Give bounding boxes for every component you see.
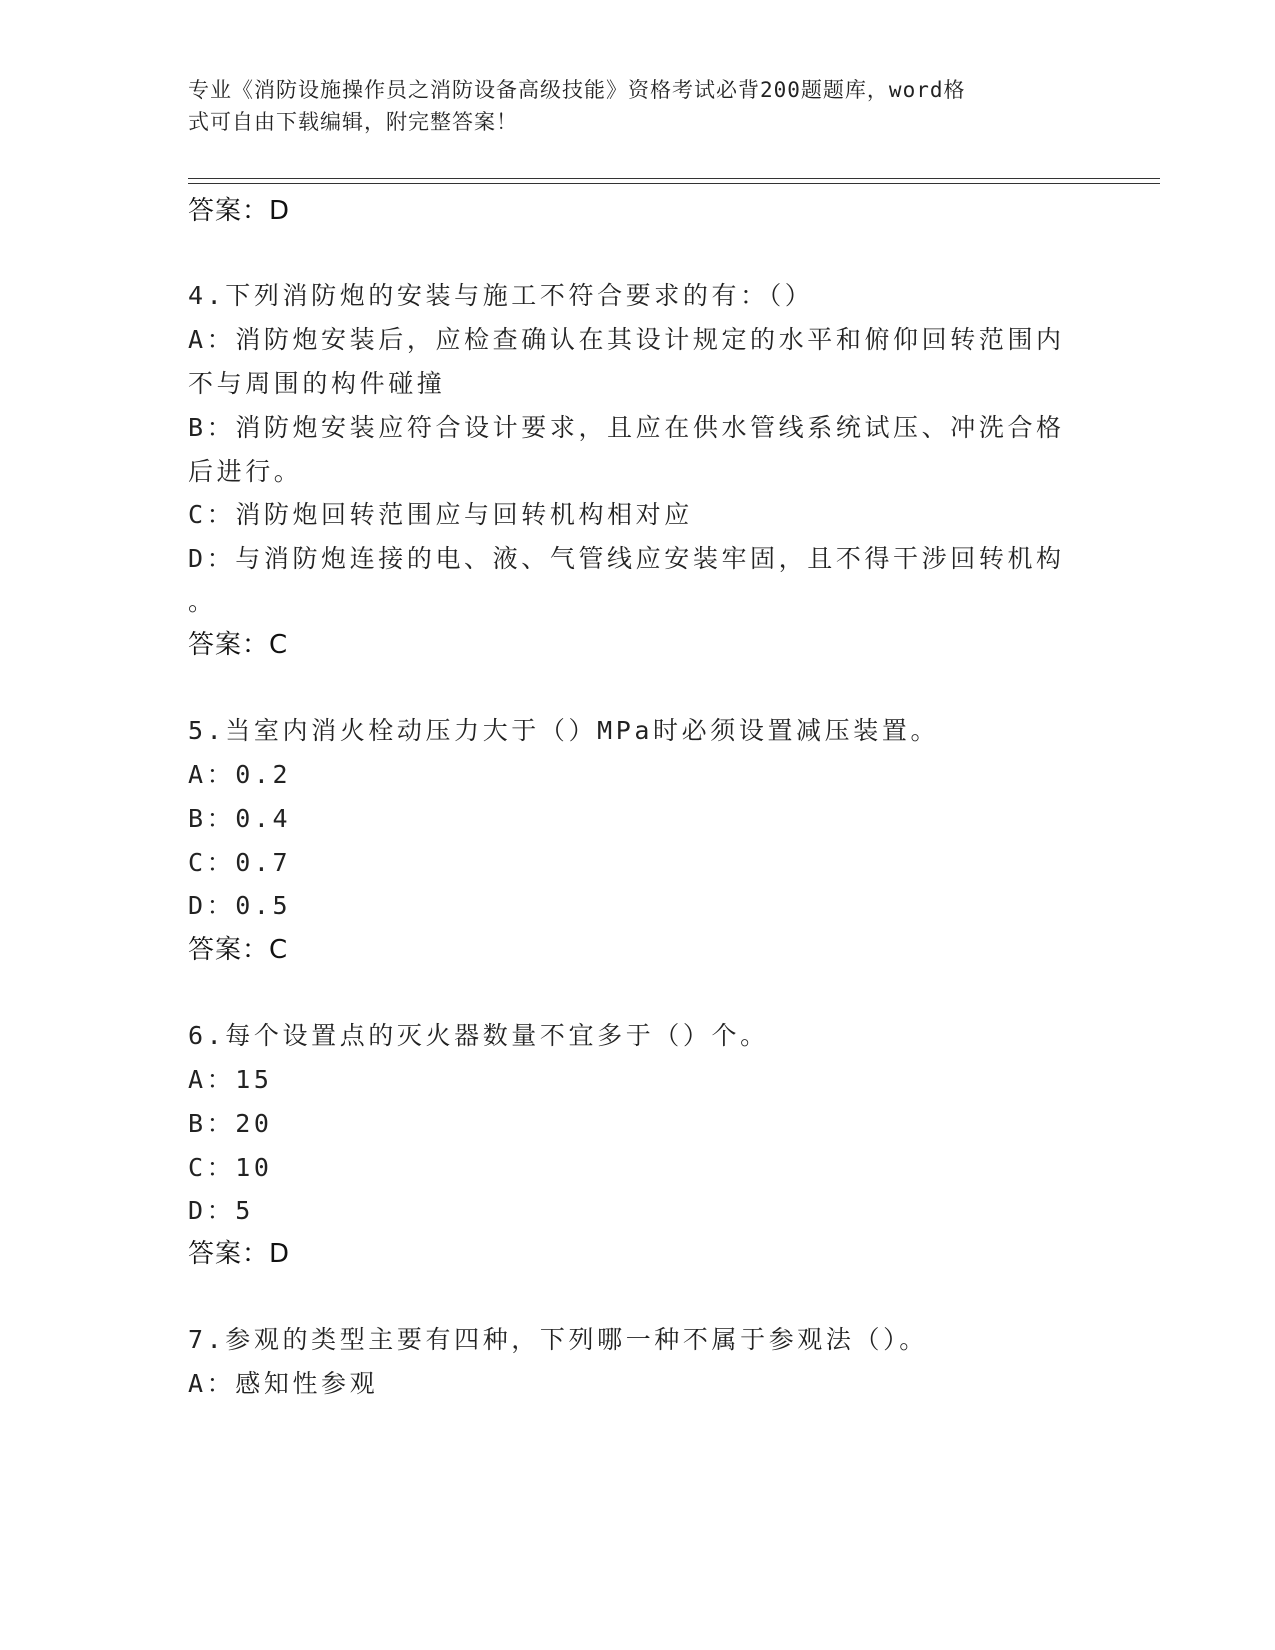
answer-q3: 答案：D: [188, 196, 291, 226]
question-4-option-a-line2: 不与周围的构件碰撞: [188, 369, 446, 398]
question-5-option-b: B：0.4: [188, 804, 292, 833]
question-5-option-d: D：0.5: [188, 891, 292, 920]
question-5-option-c: C：0.7: [188, 848, 292, 877]
question-4-option-a-line1: A：消防炮安装后，应检查确认在其设计规定的水平和俯仰回转范围内: [188, 325, 1065, 354]
question-6-option-d: D：5: [188, 1196, 254, 1225]
question-6-option-b: B：20: [188, 1109, 273, 1138]
question-4-option-c: C：消防炮回转范围应与回转机构相对应: [188, 500, 693, 529]
question-4-text: 4.下列消防炮的安装与施工不符合要求的有：（）: [188, 281, 814, 310]
question-6-text: 6.每个设置点的灭火器数量不宜多于（）个。: [188, 1021, 769, 1050]
answer-q5: 答案：C: [188, 935, 289, 965]
question-5-option-a: A：0.2: [188, 760, 292, 789]
answer-q4: 答案：C: [188, 630, 289, 660]
question-6-option-a: A：15: [188, 1065, 273, 1094]
question-4-option-b-line2: 后进行。: [188, 457, 303, 486]
question-6-option-c: C：10: [188, 1153, 273, 1182]
question-4-option-d-line2: 。: [188, 587, 217, 616]
question-5-text: 5.当室内消火栓动压力大于（）MPa时必须设置减压装置。: [188, 716, 940, 745]
header-divider-top: [188, 178, 1160, 179]
question-4-option-b-line1: B：消防炮安装应符合设计要求，且应在供水管线系统试压、冲洗合格: [188, 413, 1065, 442]
question-4-option-d-line1: D：与消防炮连接的电、液、气管线应安装牢固，且不得干涉回转机构: [188, 544, 1065, 573]
header-line-2: 式可自由下载编辑，附完整答案！: [188, 110, 518, 134]
answer-q6: 答案：D: [188, 1239, 291, 1269]
header-line-1: 专业《消防设施操作员之消防设备高级技能》资格考试必背200题题库，word格: [188, 78, 966, 102]
question-7-option-a: A：感知性参观: [188, 1369, 379, 1398]
header-divider-bottom: [188, 183, 1160, 184]
document-header: [188, 74, 1068, 138]
question-7-text: 7.参观的类型主要有四种，下列哪一种不属于参观法（）。: [188, 1325, 928, 1354]
